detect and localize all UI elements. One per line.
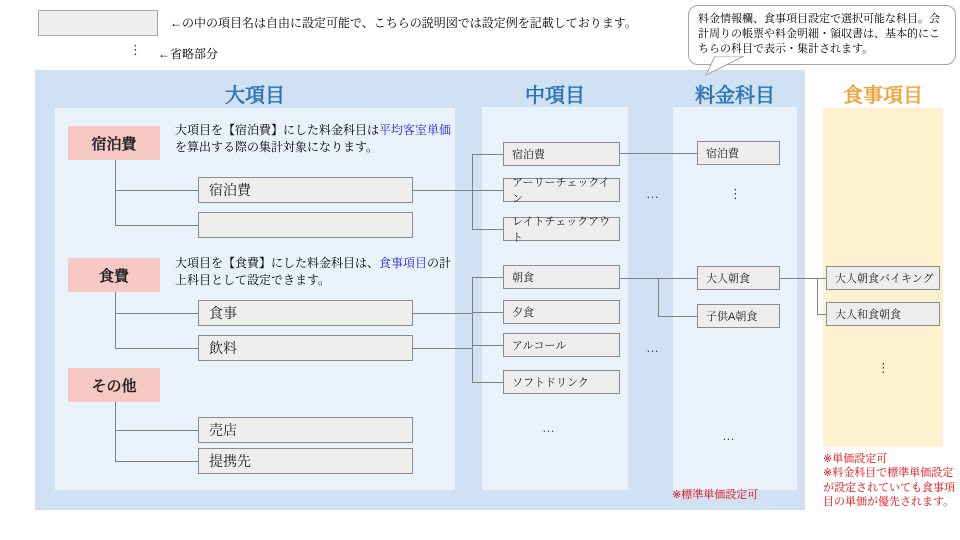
connector-line: [658, 316, 697, 317]
column-title-middle: 中項目: [525, 85, 585, 107]
middle-item-softdrink: ソフトドリンク: [503, 370, 620, 394]
fee-item-adult-breakfast: 大人朝食: [697, 266, 780, 290]
major-item-lodging: 宿泊費: [198, 177, 413, 203]
major-group-food: 食費: [68, 258, 160, 292]
major-item-shop: 売店: [198, 417, 413, 443]
fee-standard-price-note: ※標準単価設定可: [672, 489, 759, 501]
connector-line: [817, 278, 818, 315]
connector-line: [472, 229, 503, 230]
connector-line: [115, 313, 198, 314]
fee-item-lodging: 宿泊費: [697, 141, 780, 165]
major-group-other: その他: [68, 368, 160, 402]
column-title-major: 大項目: [225, 85, 285, 107]
connector-line: [115, 160, 116, 225]
connector-line: [472, 154, 473, 230]
connector-line: [620, 153, 697, 154]
connector-line: [413, 348, 472, 349]
connector-line: [115, 348, 198, 349]
middle-item-breakfast: 朝食: [503, 265, 620, 289]
desc-highlight-adr: 平均客室単価: [379, 123, 452, 137]
middle-bottom-ellipsis: …: [542, 420, 556, 435]
connector-line: [115, 461, 198, 462]
meal-item-adult-buffet: 大人朝食バイキング: [826, 266, 940, 290]
middle-item-alcohol: アルコール: [503, 333, 620, 357]
fee-bottom-ellipsis: …: [722, 428, 736, 443]
middle-item-late-checkout: レイトチェックアウト: [503, 217, 620, 241]
connector-line: [115, 402, 116, 461]
desc-text: の計上科目として設定できます。: [175, 256, 452, 287]
major-item-drink: 飲料: [198, 335, 413, 361]
callout-tail: [700, 56, 750, 76]
lodging-description: [175, 122, 457, 156]
free-naming-note: ←の中の項目名は自由に設定可能で、こちらの説明図では設定例を記載しております。: [170, 16, 637, 30]
meal-item-adult-japanese: 大人和食朝食: [826, 302, 940, 326]
connector-line: [658, 278, 659, 317]
connector-line: [472, 277, 473, 383]
connector-line: [472, 382, 503, 383]
connector-line: [472, 277, 503, 278]
column-title-fee: 料金科目: [695, 85, 775, 107]
connector-line: [115, 292, 116, 348]
major-item-meal: 食事: [198, 300, 413, 326]
major-item-empty: [198, 212, 413, 238]
connector-line: [115, 430, 198, 431]
desc-text: を算出する際の集計対象になります。: [175, 139, 379, 154]
connector-line: [817, 314, 826, 315]
connector-line: [780, 278, 826, 279]
column-title-meal: 食事項目: [843, 85, 923, 107]
meal-price-notes: [823, 452, 959, 509]
fee-subject-callout: 料金情報欄、食事項目設定で選択可能な科目。会計周りの帳票や料金明細・領収書は、基本的にこちらの科目で表示・集計されます。: [688, 5, 956, 65]
connector-line: [413, 313, 472, 314]
sample-item-box: [38, 10, 158, 36]
connector-line: [472, 190, 503, 191]
connector-line: [472, 345, 503, 346]
desc-text: 大項目を【食費】にした料金科目は、: [175, 256, 380, 270]
middle-item-lodging: 宿泊費: [503, 142, 620, 166]
middle-item-dinner: 夕食: [503, 300, 620, 324]
connector-line: [115, 225, 198, 226]
fee-vertical-ellipsis: ⋮: [729, 186, 743, 201]
desc-highlight-meal-item: 食事項目: [379, 256, 428, 270]
connector-line: [472, 154, 503, 155]
meal-price-note-2: ※料金科目で標準単価設定が設定されていても食事項目の単価が優先されます。: [823, 467, 955, 508]
major-group-lodging: 宿泊費: [68, 126, 160, 160]
major-item-partner: 提携先: [198, 448, 413, 474]
meal-vertical-ellipsis: ⋮: [877, 360, 891, 375]
connector-line: [413, 190, 472, 191]
middle-item-early-checkin: アーリーチェックイン: [503, 178, 620, 202]
connector-line: [115, 190, 198, 191]
meal-price-note-1: ※単価設定可: [823, 453, 888, 465]
fee-item-child-a-breakfast: 子供A朝食: [697, 304, 780, 328]
gap-ellipsis-bottom: …: [646, 340, 660, 355]
omission-note: ←省略部分: [158, 47, 219, 61]
connector-line: [472, 312, 503, 313]
food-description: [175, 255, 457, 289]
gap-ellipsis-top: …: [646, 186, 660, 201]
desc-text: 大項目を【宿泊費】にした料金科目は: [175, 123, 380, 137]
vertical-ellipsis-legend: ⋮: [129, 42, 142, 57]
